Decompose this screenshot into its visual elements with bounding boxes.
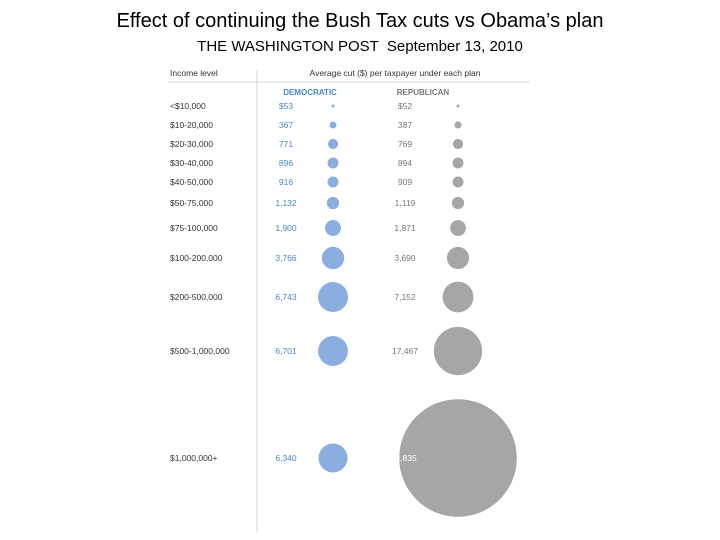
democratic-value-label: 916	[278, 177, 294, 187]
republican-bubble	[452, 197, 464, 209]
democratic-value-label: 1,132	[275, 198, 297, 208]
democratic-value-label: 771	[278, 139, 294, 149]
democratic-bubble	[322, 247, 344, 269]
democratic-bubble	[328, 158, 339, 169]
democratic-bubble	[318, 443, 347, 472]
republican-value-label: 894	[397, 158, 413, 168]
slide-title: Effect of continuing the Bush Tax cuts vs Obama’s plan	[116, 10, 604, 32]
democratic-bubble	[332, 105, 335, 108]
chart-rows	[170, 101, 517, 517]
republican-bubble	[457, 105, 460, 108]
republican-bubble	[454, 121, 461, 128]
republican-value-label: 769	[397, 139, 413, 149]
income-level-label: $500-1,000,000	[170, 346, 230, 356]
democratic-value-label: 896	[278, 158, 294, 168]
democratic-bubble	[318, 336, 348, 366]
republican-bubble	[453, 139, 463, 149]
income-level-label: $10-20,000	[170, 120, 214, 130]
republican-value-label: 387	[397, 120, 413, 130]
slide-subtitle: THE WASHINGTON POST September 13, 2010	[197, 38, 523, 55]
income-level-label: $30-40,000	[170, 158, 214, 168]
republican-value-label: $52	[397, 101, 413, 111]
header-income-level: Income level	[170, 68, 218, 78]
democratic-bubble	[325, 220, 341, 236]
legend-democratic: DEMOCRATIC	[283, 88, 337, 97]
democratic-bubble	[327, 197, 339, 209]
republican-bubble	[450, 220, 466, 236]
republican-value-label: 7,152	[394, 292, 416, 302]
republican-value-label: 1,871	[394, 223, 416, 233]
democratic-bubble	[318, 282, 348, 312]
democratic-value-label: 6,340	[275, 453, 297, 463]
income-level-label: $75-100,000	[170, 223, 218, 233]
income-level-label: <$10,000	[170, 101, 206, 111]
income-level-label: $1,000,000+	[170, 453, 218, 463]
republican-bubble	[399, 399, 517, 517]
democratic-bubble	[327, 176, 338, 187]
democratic-value-label: 367	[278, 120, 294, 130]
income-level-label: $20-30,000	[170, 139, 214, 149]
republican-value-label: 3,690	[394, 253, 416, 263]
income-level-label: $100-200,000	[170, 253, 223, 263]
democratic-bubble	[328, 139, 338, 149]
republican-bubble	[453, 158, 464, 169]
republican-bubble	[443, 282, 474, 313]
democratic-value-label: $53	[278, 101, 294, 111]
republican-bubble	[447, 247, 469, 269]
income-level-label: $40-50,000	[170, 177, 214, 187]
republican-value-label: 17,467	[392, 346, 418, 356]
republican-value-label: 1,119	[394, 198, 416, 208]
republican-bubble	[434, 327, 482, 375]
democratic-value-label: 3,766	[275, 253, 297, 263]
income-level-label: $50-75,000	[170, 198, 214, 208]
democratic-value-label: 6,701	[275, 346, 297, 356]
republican-bubble	[452, 176, 463, 187]
republican-value-label: 909	[397, 177, 413, 187]
header-average-cut: Average cut ($) per taxpayer under each plan	[309, 68, 481, 78]
democratic-bubble	[330, 122, 337, 129]
democratic-value-label: 6,743	[275, 292, 297, 302]
legend-republican: REPUBLICAN	[396, 88, 450, 97]
income-level-label: $200-500,000	[170, 292, 223, 302]
republican-value-label: 103,835	[386, 453, 417, 463]
democratic-value-label: 1,900	[275, 223, 297, 233]
